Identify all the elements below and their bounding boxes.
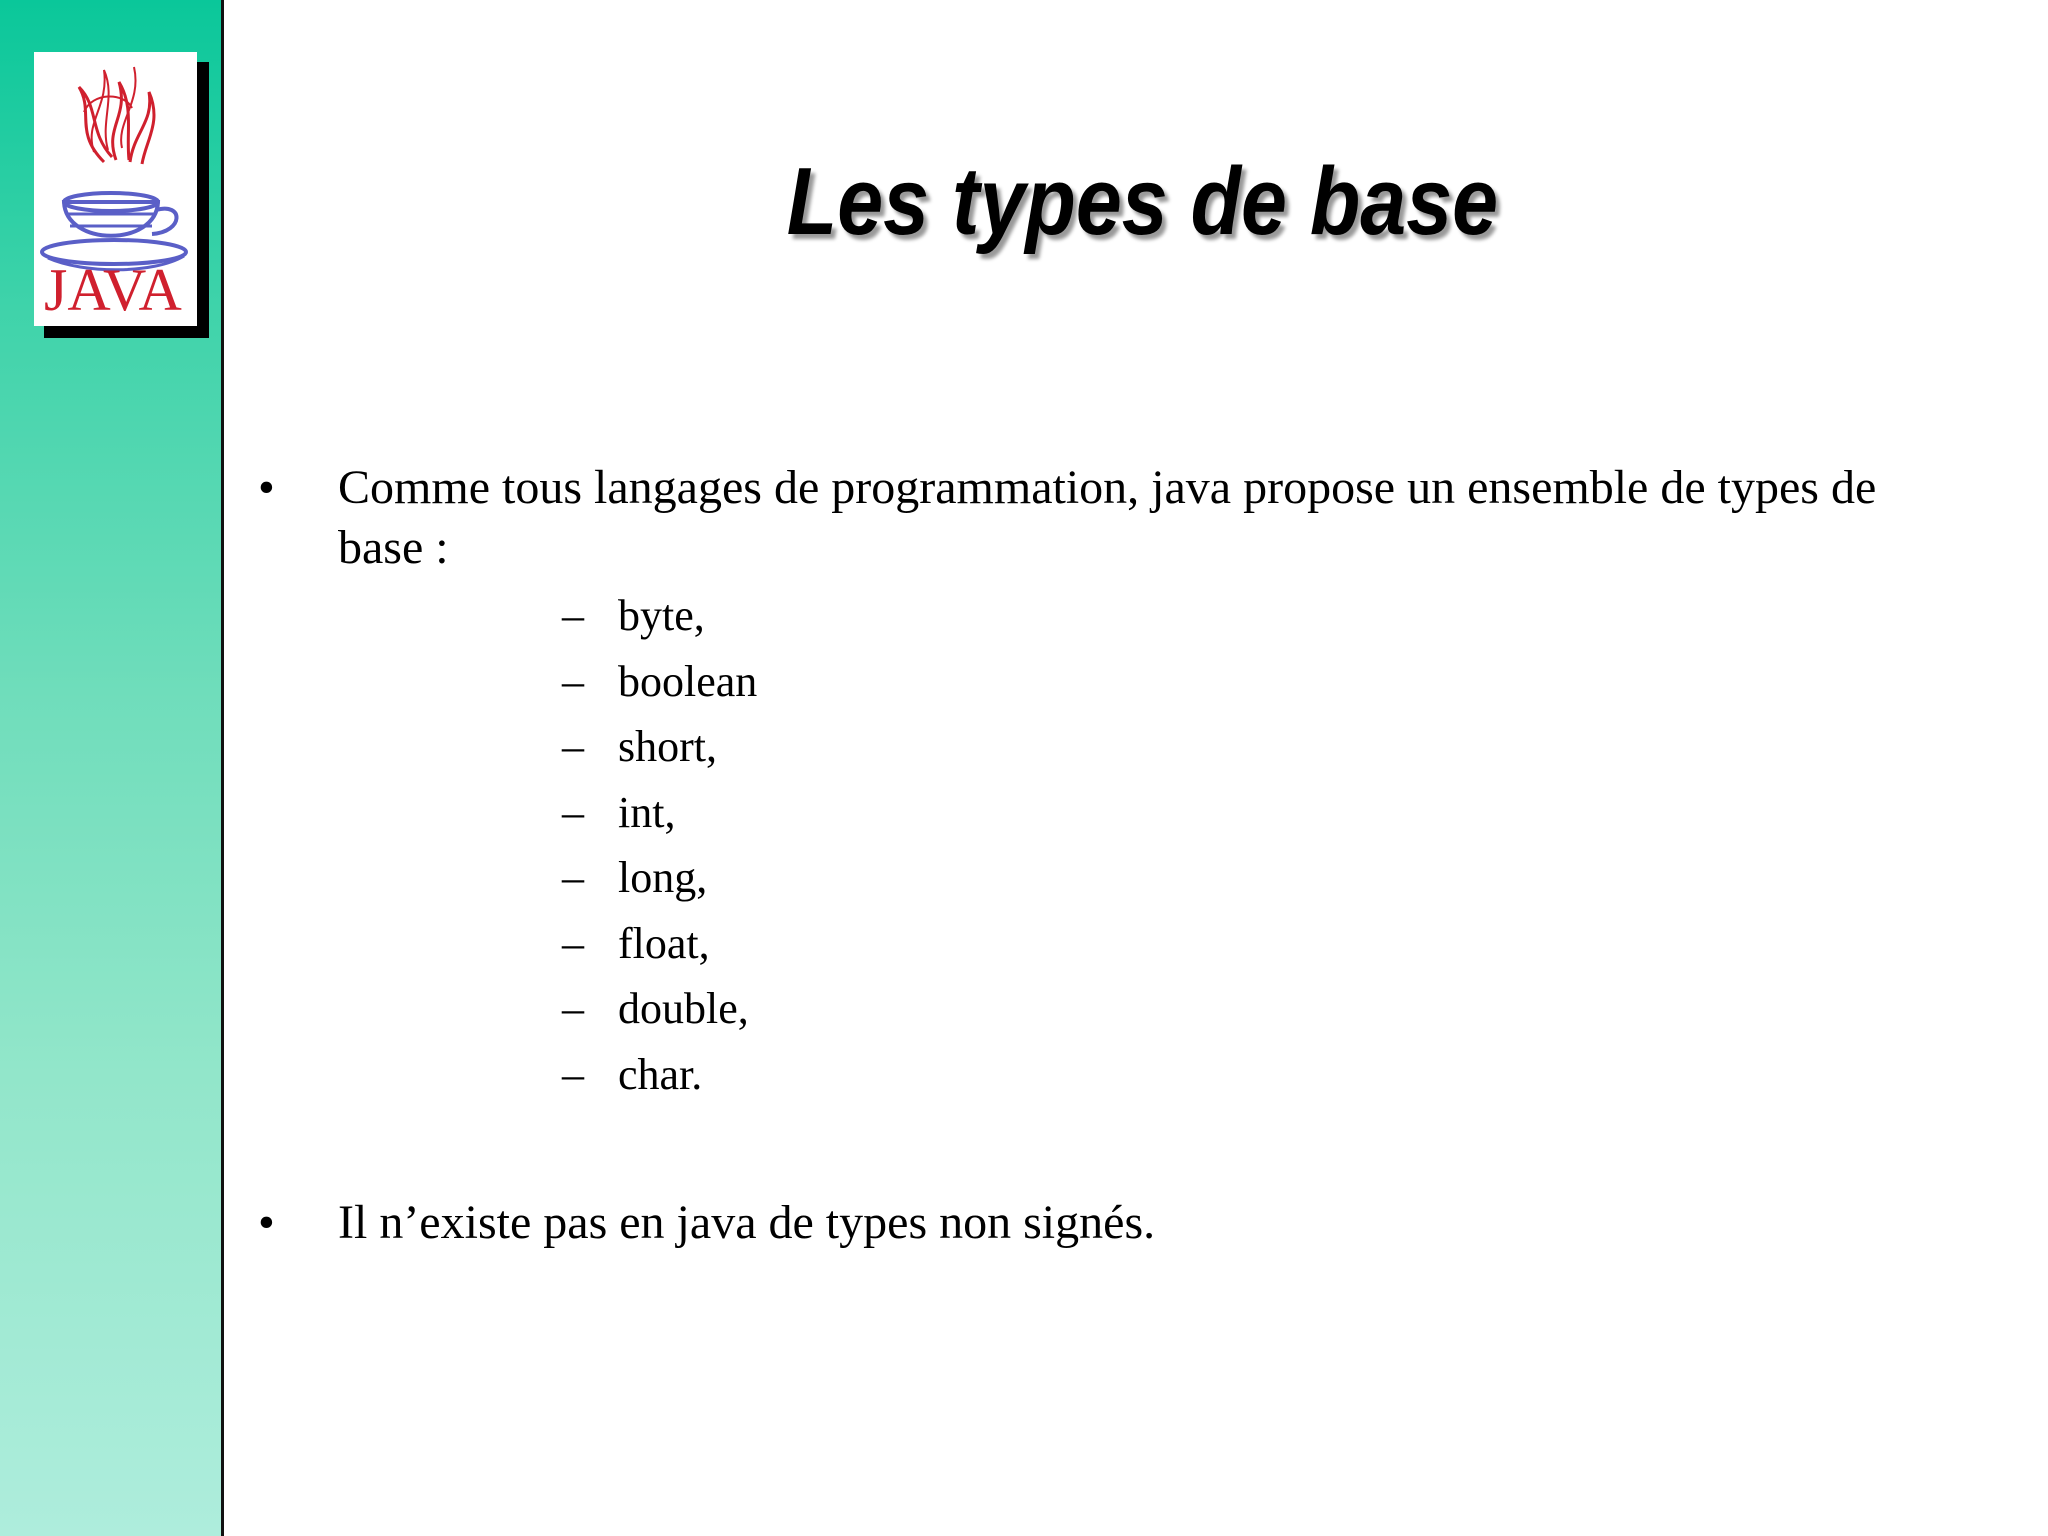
dash-marker: –	[562, 1049, 584, 1099]
type-float: float,	[618, 918, 710, 968]
type-char: char.	[618, 1049, 703, 1099]
java-wordmark: JAVA	[44, 257, 182, 323]
type-double: double,	[618, 984, 749, 1033]
type-short: short,	[618, 722, 717, 771]
dash-marker: –	[562, 656, 584, 706]
java-cup-icon	[34, 52, 197, 326]
dash-marker: –	[562, 787, 584, 837]
java-logo	[34, 52, 197, 326]
dash-marker: –	[562, 722, 584, 771]
dash-marker: –	[562, 853, 584, 902]
type-int: int,	[618, 787, 676, 837]
bullet-marker: •	[258, 1196, 275, 1249]
type-long: long,	[618, 853, 708, 902]
dash-marker: –	[562, 918, 584, 968]
type-boolean: boolean	[618, 656, 758, 706]
dash-marker: –	[562, 591, 584, 640]
bullet-marker: •	[258, 461, 275, 514]
dash-marker: –	[562, 984, 584, 1033]
type-byte: byte,	[618, 591, 705, 640]
slide-title	[224, 142, 2048, 262]
slide-title-text: Les types de base	[787, 148, 1499, 255]
bullet-intro-text: Comme tous langages de programmation, java propose un ensemble de types de base :	[338, 461, 1877, 574]
sidebar-gradient	[0, 0, 224, 1536]
bullet-unsigned-text: Il n’existe pas en java de types non signés.	[338, 1196, 1156, 1249]
